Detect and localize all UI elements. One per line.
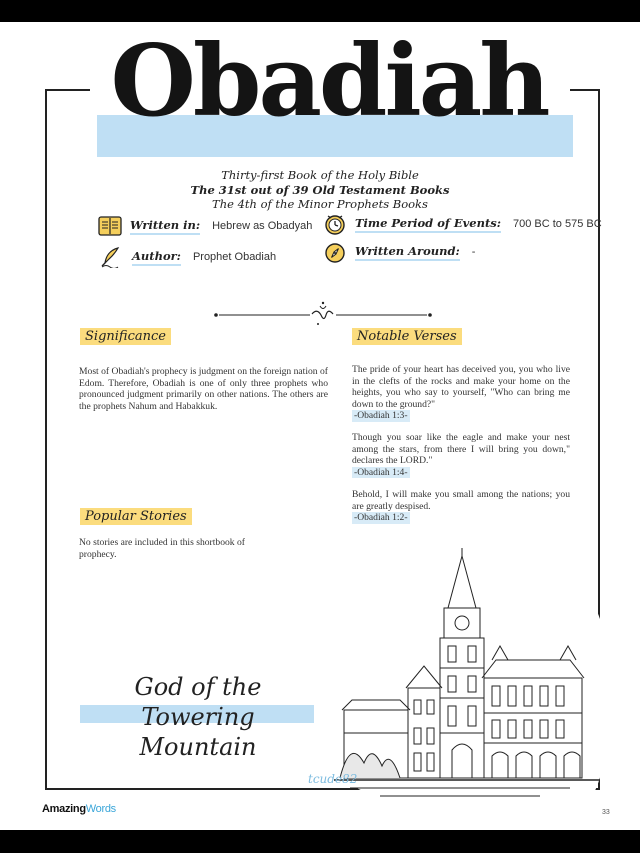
subtitle-line-1: Thirty-first Book of the Holy Bible bbox=[221, 168, 419, 182]
time-period-value: 700 BC to 575 BC bbox=[513, 218, 602, 230]
book-title: Obadiah bbox=[110, 24, 548, 139]
artist-signature: tcude82 bbox=[308, 772, 358, 786]
subtitle-line-2: The 31st out of 39 Old Testament Books bbox=[190, 182, 450, 197]
page-number: 33 bbox=[602, 809, 610, 816]
verse-reference: -Obadiah 1:3- bbox=[354, 410, 408, 422]
verse-text: Though you soar like the eagle and make your nest among the stars, from there I will bring you down," declares the LORD." bbox=[352, 432, 570, 467]
brand-accent: Words bbox=[85, 803, 116, 815]
clock-icon bbox=[323, 213, 347, 235]
quill-icon bbox=[100, 246, 124, 268]
verse-item bbox=[352, 432, 570, 478]
tagline-line-1: God of the bbox=[134, 673, 262, 701]
significance-heading: Significance bbox=[80, 328, 171, 345]
written-in-label: Written in: bbox=[130, 218, 200, 235]
verse-text: The pride of your heart has deceived you, you who live in the clefts of the rocks and make your home on the heights, you who say to yourself, "Who can bring me down to the ground?" bbox=[352, 364, 570, 410]
notable-verses-heading: Notable Verses bbox=[352, 328, 462, 345]
compass-icon bbox=[323, 241, 347, 263]
town-hall-illustration bbox=[320, 538, 610, 818]
author-label: Author: bbox=[132, 249, 181, 266]
time-period-row bbox=[323, 213, 602, 235]
significance-text: Most of Obadiah's prophecy is judgment on the foreign nation of Edom. Therefore, Obadiah is one of only three prophets who pronounced judgment primarily on other nations. The others are the prophets Nahum and Habakkuk. bbox=[79, 366, 328, 412]
verse-text: Behold, I will make you small among the nations; you are greatly despised. bbox=[352, 489, 570, 512]
written-in-row bbox=[98, 215, 312, 237]
verse-reference: -Obadiah 1:4- bbox=[354, 466, 408, 478]
book-icon bbox=[98, 215, 122, 237]
author-value: Prophet Obadiah bbox=[192, 251, 277, 263]
subtitle-line-3: The 4th of the Minor Prophets Books bbox=[212, 197, 428, 211]
flourish-divider-icon bbox=[214, 300, 432, 326]
popular-stories-text: No stories are included in this shortbook of prophecy. bbox=[79, 537, 245, 560]
book-subtitles bbox=[150, 168, 490, 212]
time-period-label: Time Period of Events: bbox=[355, 216, 501, 233]
verse-item bbox=[352, 489, 570, 524]
verse-reference: -Obadiah 1:2- bbox=[354, 512, 408, 524]
written-in-value: Hebrew as Obadyah bbox=[212, 220, 313, 232]
written-around-value: - bbox=[471, 246, 476, 258]
author-row bbox=[100, 246, 276, 268]
written-around-row bbox=[323, 241, 475, 263]
brand-bold: Amazing bbox=[42, 803, 86, 815]
verse-item bbox=[352, 364, 570, 422]
bible-book-page bbox=[0, 22, 640, 830]
written-around-label: Written Around: bbox=[355, 244, 460, 261]
tagline-line-2: Towering Mountain bbox=[139, 703, 257, 761]
popular-stories-heading: Popular Stories bbox=[80, 508, 192, 525]
tagline bbox=[80, 672, 316, 762]
magazine-brand bbox=[42, 803, 116, 815]
